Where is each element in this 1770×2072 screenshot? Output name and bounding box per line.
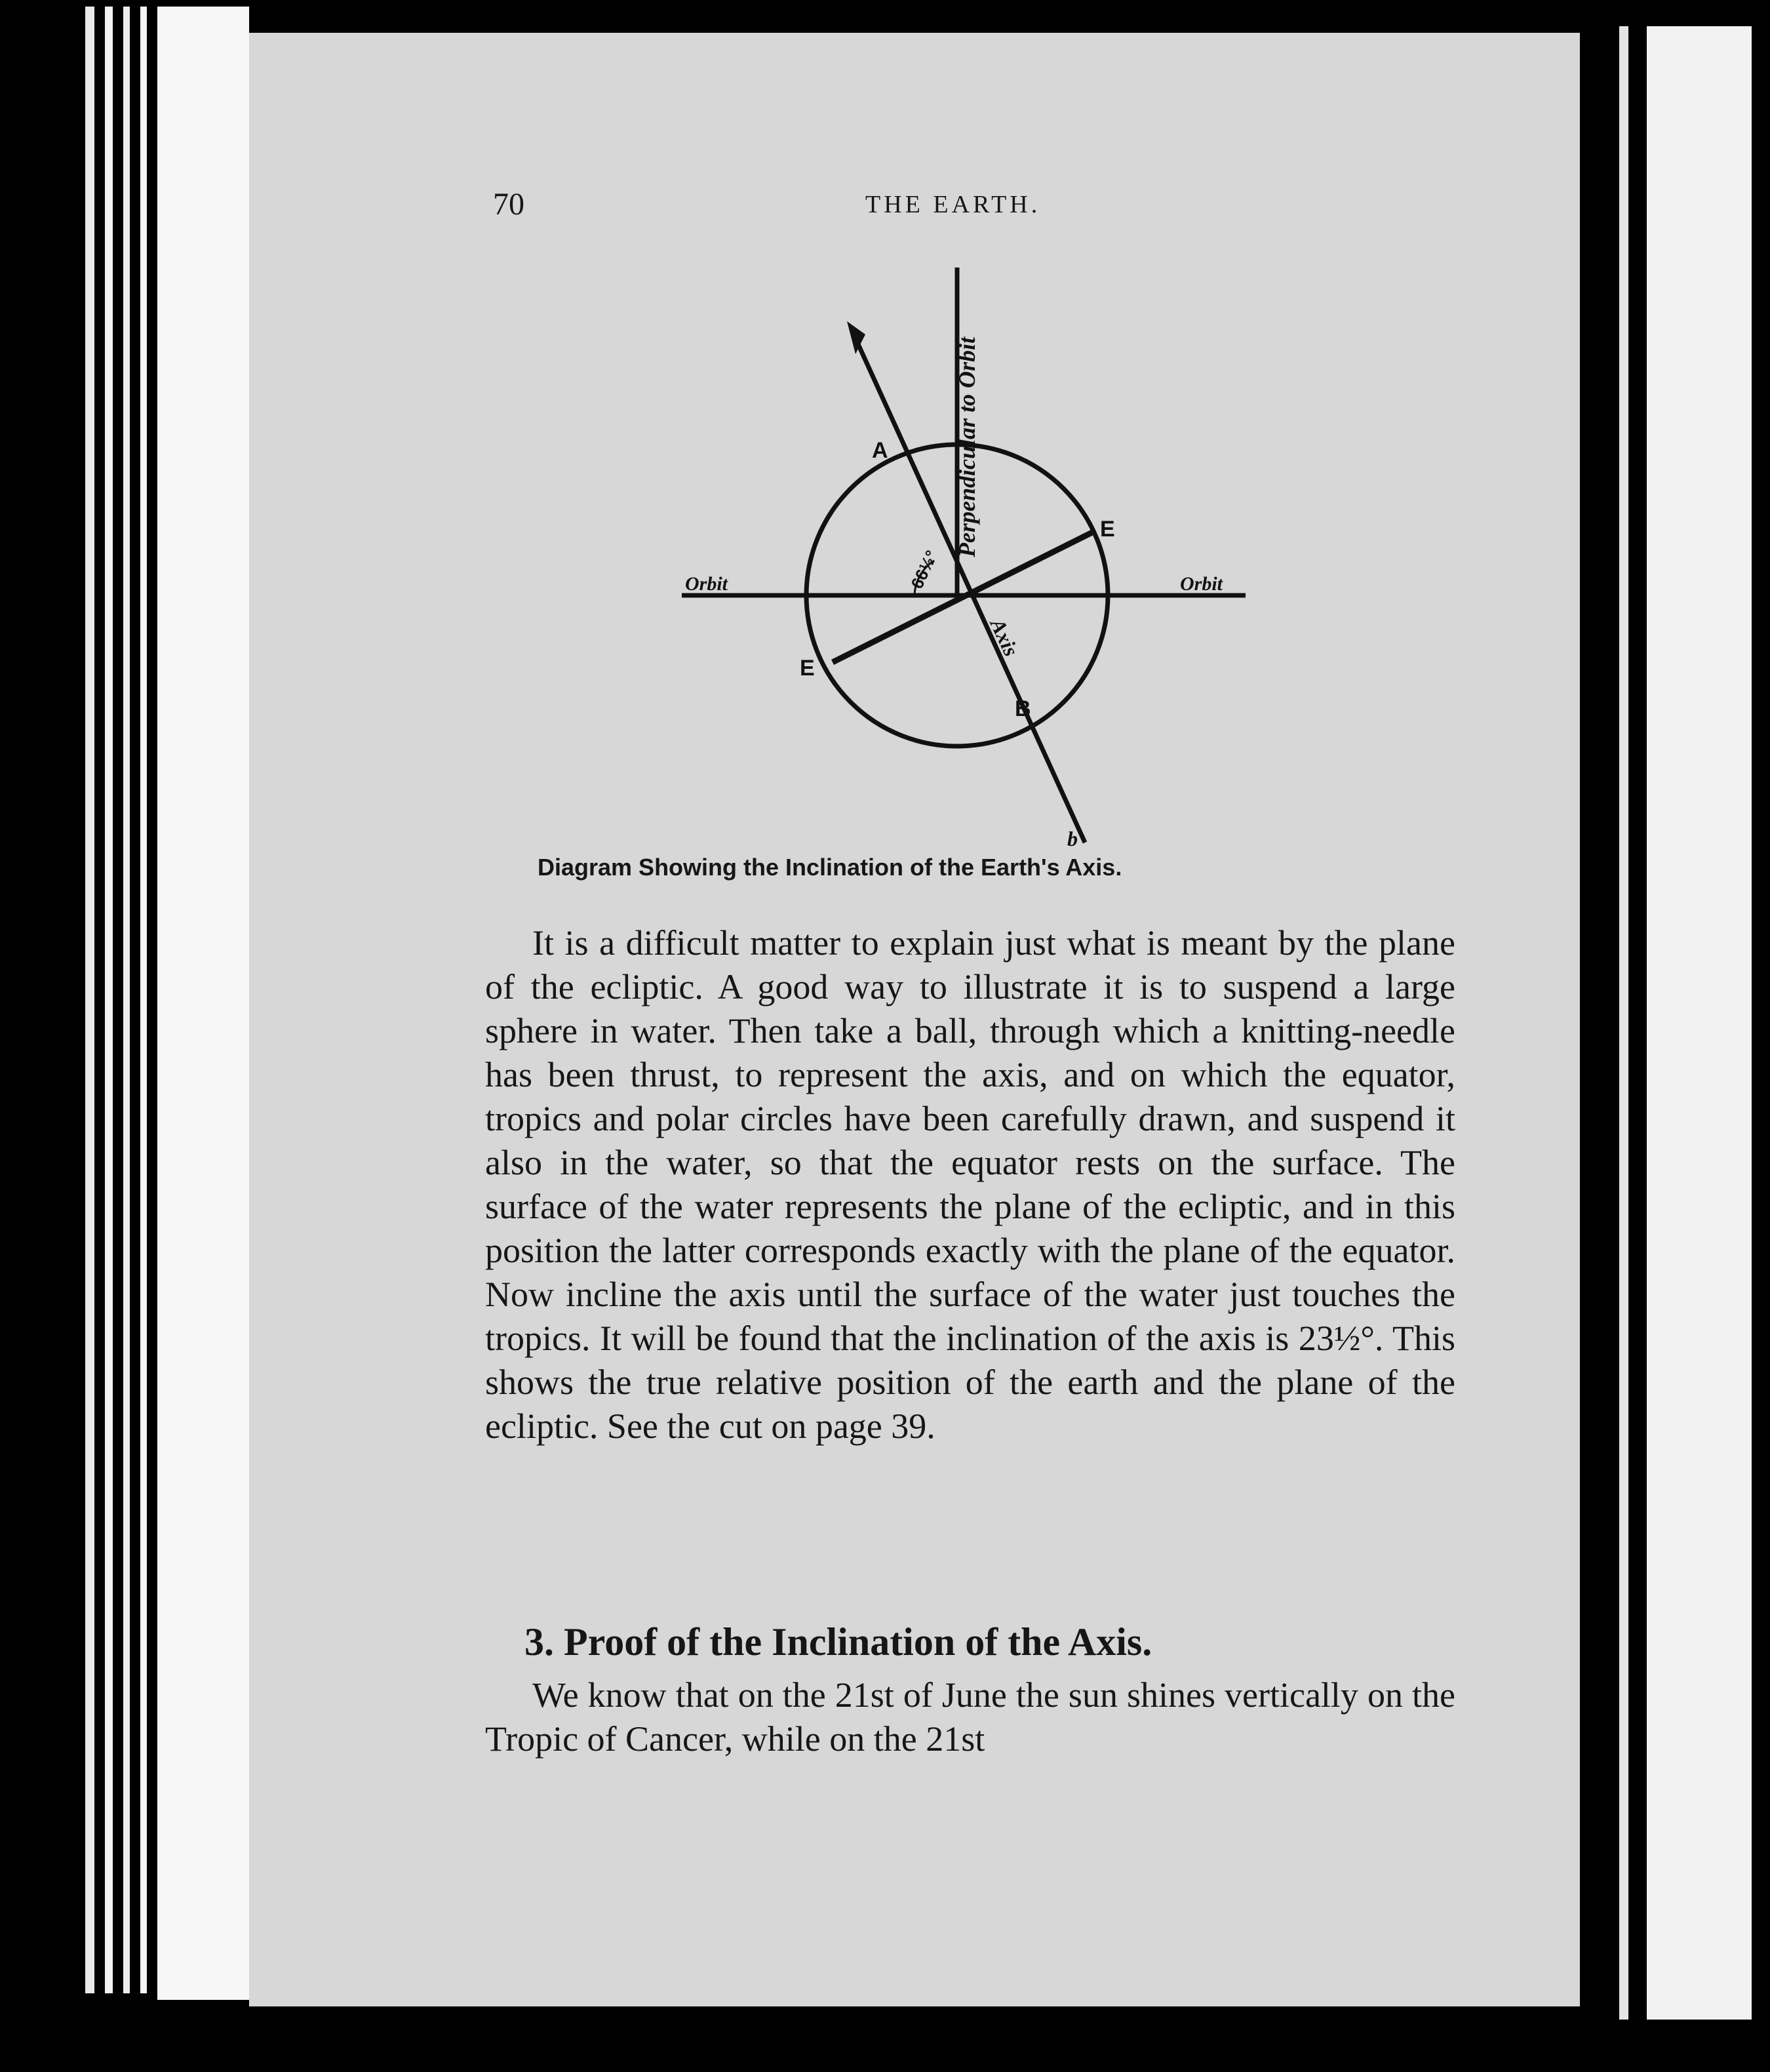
body-paragraph: It is a difficult matter to explain just what is meant by the plane of the ecliptic. A good way to illustrate it is to suspend a large sphere in water. Then take a ball, through which a knitting-needle has been thrust, to represent the axis, and on which the equator, tropics and polar circles have been carefully drawn, and suspend it also in the water, so that the equator rests on the surface. The surface of the water represents the plane of the ecliptic, and in this position the latter corresponds exactly with the plane of the equator. Now incline the axis until the surface of the water just touches the tropics. It will be found that the inclination of the axis is 23½°. This shows the true relative position of the earth and the plane of the ecliptic. See the cut on page 39. [485,923,1455,1446]
running-head: THE EARTH. [865,191,1041,218]
axis-label: Axis [985,614,1024,660]
book-edge [1619,26,1628,2020]
book-edge [85,7,94,1993]
book-edge [105,7,113,1993]
angle-label: 66½° [907,547,942,592]
adjacent-page [1647,26,1752,2020]
point-b-label: B [1015,696,1031,721]
section-paragraph: We know that on the 21st of June the sun shines vertically on the Tropic of Cancer, while on the 21st [485,1675,1455,1759]
perpendicular-label: Perpendicular to Orbit [954,336,980,557]
section-heading: 3. Proof of the Inclination of the Axis. [524,1620,1152,1664]
earth-axis-diagram [656,249,1298,859]
end-b-label: b [1067,827,1078,850]
figure-caption: Diagram Showing the Inclination of the Earth's Axis. [538,854,1122,881]
page-number: 70 [493,187,524,222]
orbit-left-label: Orbit [685,573,728,595]
orbit-right-label: Orbit [1180,573,1223,595]
book-edge [140,7,147,1993]
point-e-bottom-label: E [800,656,815,681]
book-edge [123,7,130,1993]
point-a-label: A [872,438,888,463]
point-e-top-label: E [1100,517,1115,542]
book-edge [157,7,249,2000]
